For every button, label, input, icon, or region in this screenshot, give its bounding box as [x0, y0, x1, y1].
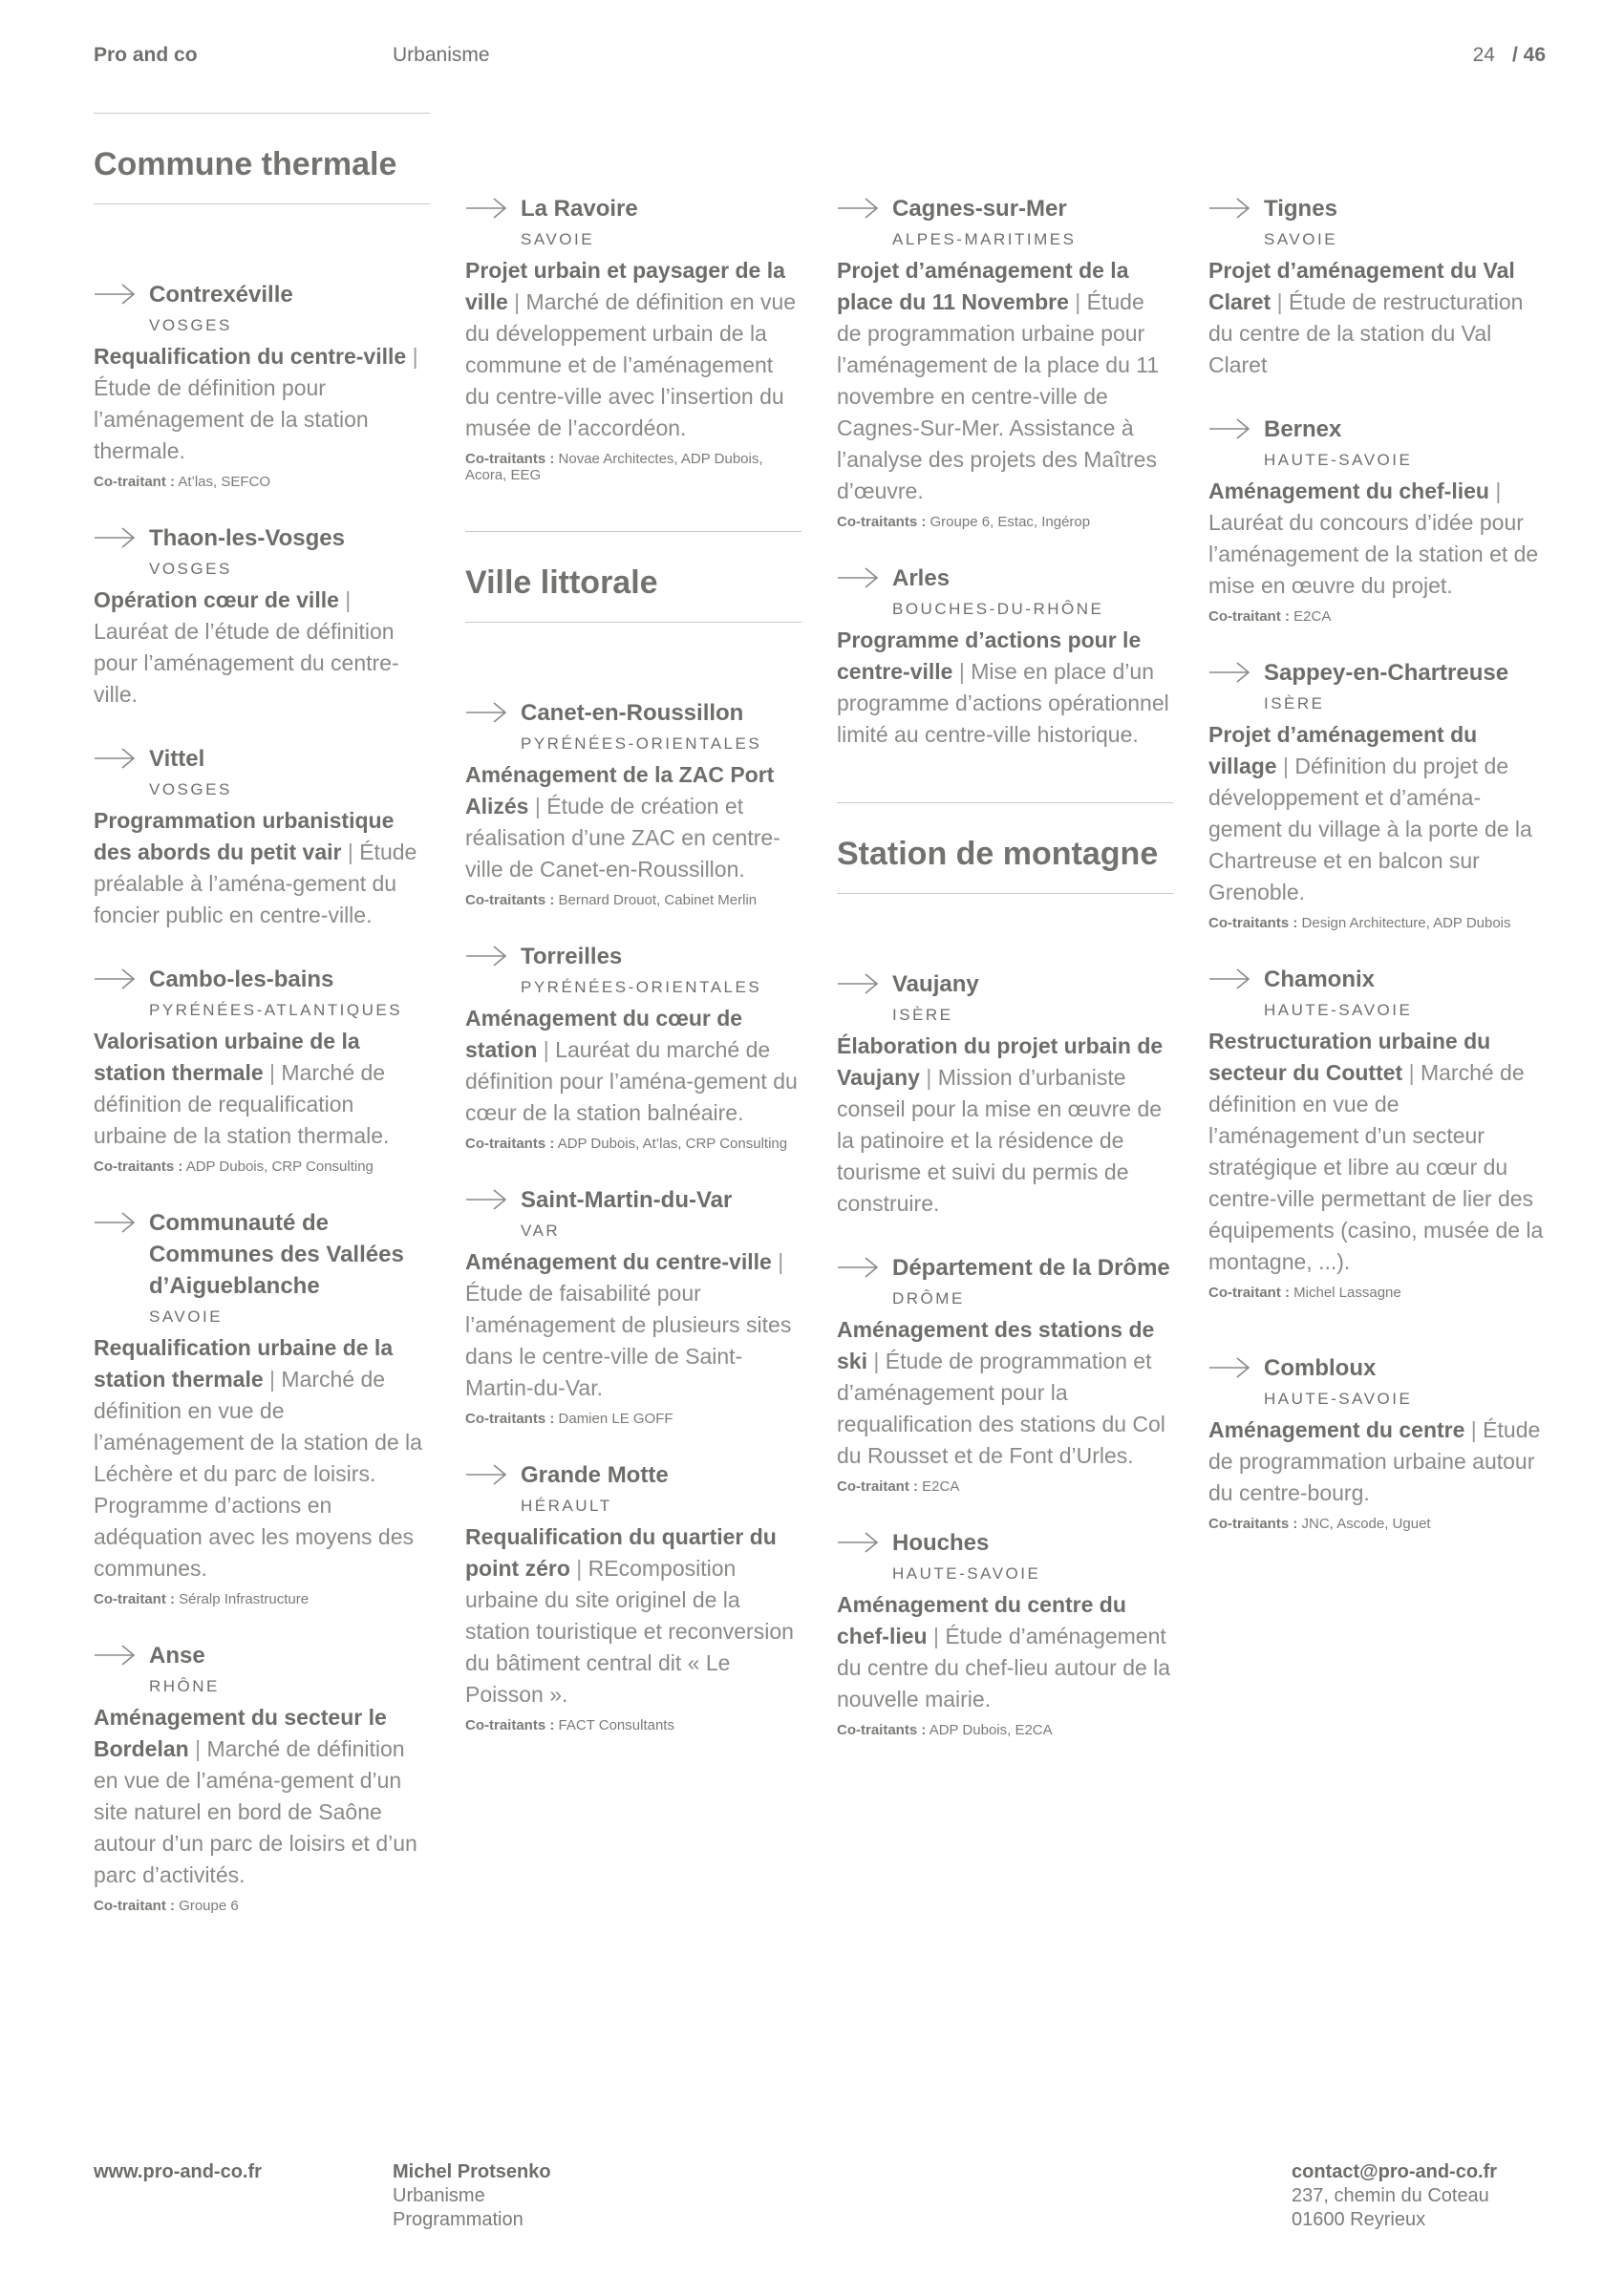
arrow-right-icon [837, 971, 879, 996]
arrow-right-icon [94, 1210, 136, 1235]
footer-address-line-1: 237, chemin du Coteau [1292, 2185, 1489, 2206]
separator-bar: | [1488, 478, 1502, 503]
project-title: Projet d’aménagement de la place du 11 Novembre [837, 258, 1129, 314]
co-contractors [465, 451, 801, 483]
arrow-right-icon [1208, 967, 1250, 991]
project-text: Lauréat du concours d’idée pour l’aménagement de la station et de mise en œuvre du projet. [1208, 510, 1539, 598]
region-label: VAR [521, 1222, 561, 1240]
project-entry [94, 279, 430, 490]
co-contractors-label: Co-traitants : [837, 514, 927, 530]
place-name: Sappey-en-Chartreuse [1264, 660, 1509, 686]
place-name: Grande Motte [521, 1462, 669, 1488]
region-label: PYRÉNÉES-ORIENTALES [521, 978, 762, 996]
project-title: Requalification du centre-ville [94, 344, 407, 369]
region-label: VOSGES [149, 780, 232, 798]
page-total: / 46 [1511, 44, 1546, 66]
arrow-right-icon [1208, 416, 1250, 441]
region-label: HÉRAULT [521, 1497, 612, 1515]
co-contractors-label: Co-traitant : [1208, 1285, 1290, 1301]
co-contractors-label: Co-traitants : [465, 1136, 555, 1152]
co-contractors-label: Co-traitant : [1208, 608, 1290, 625]
project-title: Programmation urbanistique des abords du petit vair [94, 808, 395, 864]
section-name: Urbanisme [393, 44, 490, 66]
project-description [94, 341, 430, 467]
footer-website-link[interactable]: www.pro-and-co.fr [94, 2161, 262, 2182]
project-entry [837, 1252, 1173, 1495]
place-name: Torreilles [521, 944, 623, 969]
project-entry [94, 743, 430, 931]
project-text: Étude de restructuration du centre de la station du Val Claret [1208, 289, 1524, 377]
project-description [1208, 255, 1545, 381]
project-text: Étude de programmation urbaine pour l’aménagement de la place du 11 novembre en centre-ville de Cagnes-Sur-Mer. Assistance à l’analyse des projets des Maîtres d’œuvre. [837, 289, 1160, 503]
entry-header [837, 968, 1173, 1000]
footer-email-link[interactable]: contact@pro-and-co.fr [1292, 2161, 1498, 2182]
project-description [837, 625, 1173, 751]
project-description [837, 1031, 1173, 1220]
place-name: Cagnes-sur-Mer [892, 196, 1067, 222]
entry-header [465, 1184, 801, 1216]
brand-name: Pro and co [94, 44, 198, 66]
project-text: Marché de définition en vue de l’aménagement d’un secteur stratégique et libre au cœur du centre-ville permettant de lier des équipements (casino, musée de la montagne, ...). [1208, 1060, 1544, 1274]
separator-bar: | [1402, 1060, 1421, 1085]
arrow-right-icon [465, 196, 507, 221]
project-description [465, 759, 801, 885]
section-title-commune-thermale: Commune thermale [94, 113, 430, 204]
place-name: Vaujany [892, 971, 979, 997]
region-label: VOSGES [149, 316, 232, 334]
place-name: Arles [892, 565, 951, 591]
project-entry [465, 1184, 801, 1427]
co-contractors [94, 474, 430, 490]
project-title: Aménagement de la ZAC Port Alizés [465, 762, 775, 818]
project-title: Opération cœur de ville [94, 587, 339, 612]
separator-bar: | [771, 1249, 784, 1274]
project-title: Projet urbain et paysager de la ville [465, 258, 785, 314]
project-description [1208, 1026, 1545, 1278]
project-title: Projet d’aménagement du Val Claret [1208, 258, 1515, 314]
co-contractors-names: ADP Dubois, E2CA [929, 1722, 1053, 1738]
co-contractors [837, 1478, 1173, 1495]
place-name: Saint-Martin-du-Var [521, 1187, 733, 1213]
project-text: Marché de définition en vue du développement urbain de la commune et de l’aménagement du centre-ville avec l’insertion du musée de l’accordéon. [465, 289, 797, 440]
project-title: Aménagement du centre-ville [465, 1249, 772, 1274]
project-text: Lauréat du marché de définition pour l’aména-gement du cœur de la station balnéaire. [465, 1037, 798, 1125]
column-2 [465, 113, 801, 1766]
project-description [94, 1702, 430, 1891]
project-text: Étude d’aménagement du centre du chef-lieu autour de la nouvelle mairie. [837, 1624, 1171, 1711]
entry-header [465, 941, 801, 972]
co-contractors-names: Design Architecture, ADP Dubois [1301, 915, 1511, 931]
project-title: Élaboration du projet urbain de Vaujany [837, 1033, 1164, 1090]
arrow-right-icon [837, 565, 879, 590]
co-contractors-names: E2CA [1293, 608, 1332, 625]
place-name: Canet-en-Roussillon [521, 700, 744, 726]
footer-role-1: Urbanisme [393, 2185, 485, 2206]
entry-header [94, 1207, 430, 1302]
project-description [837, 1589, 1173, 1715]
project-entry [1208, 1352, 1545, 1532]
place-name: Bernex [1264, 416, 1342, 442]
section-title-station-de-montagne: Station de montagne [837, 802, 1173, 894]
place-name: Houches [892, 1530, 990, 1556]
separator-bar: | [528, 794, 547, 818]
entry-header [465, 697, 801, 729]
arrow-right-icon [94, 967, 136, 991]
project-entry [1208, 414, 1545, 625]
column-3 [837, 113, 1173, 1771]
footer-address-block [1292, 2160, 1497, 2232]
co-contractors-names: JNC, Ascode, Uguet [1301, 1516, 1431, 1532]
page-indicator [1473, 44, 1546, 67]
co-contractors-label: Co-traitants : [1208, 915, 1298, 931]
project-title: Aménagement du centre du chef-lieu [837, 1592, 1126, 1648]
region-label: RHÔNE [149, 1677, 220, 1695]
co-contractors [94, 1591, 430, 1607]
place-name: Vittel [149, 746, 205, 772]
project-title: Valorisation urbaine de la station thermale [94, 1029, 360, 1085]
arrow-right-icon [837, 1530, 879, 1555]
project-entry [465, 1459, 801, 1733]
footer-website-block [94, 2160, 262, 2184]
arrow-right-icon [465, 1462, 507, 1487]
entry-header [1208, 193, 1545, 224]
separator-bar: | [338, 587, 352, 612]
entry-header [1208, 964, 1545, 995]
footer-name: Michel Protsenko [393, 2161, 551, 2182]
entry-header [1208, 1352, 1545, 1384]
co-contractors-names: At’las, SEFCO [178, 474, 271, 490]
co-contractors [1208, 1285, 1545, 1301]
separator-bar: | [927, 1624, 946, 1648]
arrow-right-icon [837, 196, 879, 221]
co-contractors [1208, 1516, 1545, 1532]
co-contractors [465, 1411, 801, 1427]
entry-header [465, 193, 801, 224]
project-entry [465, 941, 801, 1152]
co-contractors-label: Co-traitant : [94, 1898, 175, 1914]
arrow-right-icon [94, 1643, 136, 1668]
separator-bar: | [1068, 289, 1087, 314]
entry-header [465, 1459, 801, 1491]
project-description [837, 255, 1173, 507]
region-label: ISÈRE [892, 1006, 953, 1024]
project-entry [837, 193, 1173, 530]
separator-bar: | [406, 344, 418, 369]
place-name: Tignes [1264, 196, 1337, 222]
co-contractors [837, 514, 1173, 530]
entry-header [1208, 657, 1545, 689]
arrow-right-icon [94, 746, 136, 771]
co-contractors [465, 1717, 801, 1733]
region-label: ISÈRE [1264, 694, 1325, 712]
arrow-right-icon [465, 1187, 507, 1212]
project-text: Définition du projet de développement et d’aména-gement du village à la porte de la Chartreuse et en balcon sur Grenoble. [1208, 754, 1532, 904]
co-contractors-label: Co-traitants : [837, 1722, 927, 1738]
co-contractors [1208, 915, 1545, 931]
region-label: SAVOIE [1264, 230, 1338, 248]
region-label: ALPES-MARITIMES [892, 230, 1077, 248]
region-label: HAUTE-SAVOIE [1264, 451, 1413, 469]
separator-bar: | [1276, 754, 1295, 778]
place-name: La Ravoire [521, 196, 638, 222]
place-name: Cambo-les-bains [149, 967, 334, 992]
region-label: HAUTE-SAVOIE [1264, 1001, 1413, 1019]
project-text: Mise en place d’un programme d’actions opérationnel limité au centre-ville historique. [837, 659, 1169, 747]
project-entry [837, 1527, 1173, 1738]
project-entry [837, 563, 1173, 751]
footer-contact-person [393, 2160, 551, 2232]
co-contractors [1208, 608, 1545, 625]
section-title-ville-littorale: Ville littorale [465, 531, 801, 623]
project-text: Lauréat de l’étude de définition pour l’aménagement du centre-ville. [94, 619, 399, 707]
entry-header [1208, 414, 1545, 445]
entry-header [94, 1640, 430, 1671]
arrow-right-icon [1208, 1355, 1250, 1380]
project-description [465, 1003, 801, 1129]
project-description [94, 1332, 430, 1584]
co-contractors-label: Co-traitants : [94, 1159, 183, 1175]
entry-header [837, 1252, 1173, 1284]
project-title: Aménagement des stations de ski [837, 1317, 1155, 1373]
entry-header [837, 1527, 1173, 1559]
co-contractors-names: Novae Architectes, ADP Dubois, Acora, EEG [465, 451, 763, 483]
project-title: Restructuration urbaine du secteur du Couttet [1208, 1029, 1491, 1085]
co-contractors-label: Co-traitant : [94, 474, 175, 490]
separator-bar: | [1271, 289, 1289, 314]
separator-bar: | [952, 659, 972, 684]
co-contractors [465, 892, 801, 908]
co-contractors-names: Groupe 6, Estac, Ingérop [930, 514, 1091, 530]
co-contractors-label: Co-traitants : [1208, 1516, 1298, 1532]
project-text: Marché de définition en vue de l’aména-gement d’un site naturel en bord de Saône autour d’un parc de loisirs et d’un parc d’activités. [94, 1736, 417, 1887]
separator-bar: | [188, 1736, 207, 1761]
co-contractors-names: Séralp Infrastructure [179, 1591, 310, 1607]
project-description [94, 805, 430, 931]
co-contractors-label: Co-traitant : [94, 1591, 175, 1607]
region-label: VOSGES [149, 560, 232, 578]
place-name: Contrexéville [149, 282, 293, 308]
project-text: Étude de définition pour l’aménagement de la station thermale. [94, 375, 369, 463]
region-label: PYRÉNÉES-ORIENTALES [521, 734, 762, 753]
co-contractors [94, 1159, 430, 1175]
region-label: BOUCHES-DU-RHÔNE [892, 600, 1104, 618]
project-text: Étude de programmation urbaine autour du centre-bourg. [1208, 1417, 1541, 1505]
entry-header [94, 279, 430, 310]
separator-bar: | [263, 1060, 282, 1085]
project-entry [94, 964, 430, 1175]
arrow-right-icon [94, 525, 136, 550]
co-contractors-label: Co-traitants : [465, 1411, 555, 1427]
separator-bar: | [263, 1367, 282, 1392]
co-contractors-names: E2CA [922, 1478, 960, 1495]
co-contractors-names: Damien LE GOFF [558, 1411, 673, 1427]
co-contractors-label: Co-traitants : [465, 1717, 555, 1733]
separator-bar: | [507, 289, 526, 314]
project-title: Requalification du quartier du point zéro [465, 1524, 777, 1581]
project-title: Aménagement du chef-lieu [1208, 478, 1489, 503]
project-text: Marché de définition de requalification urbaine de la station thermale. [94, 1060, 390, 1148]
project-title: Aménagement du cœur de station [465, 1006, 743, 1062]
place-name: Chamonix [1264, 967, 1376, 992]
project-entry [1208, 193, 1545, 381]
column-1 [94, 113, 430, 1946]
page-number: 24 [1472, 44, 1495, 66]
co-contractors-label: Co-traitants : [465, 892, 555, 908]
project-entry [94, 1640, 430, 1914]
project-entry [465, 697, 801, 908]
arrow-right-icon [465, 944, 507, 968]
co-contractors [94, 1898, 430, 1914]
region-label: SAVOIE [521, 230, 595, 248]
arrow-right-icon [1208, 660, 1250, 685]
project-text: Étude de création et réalisation d’une ZAC en centre-ville de Canet-en-Roussillon. [465, 794, 780, 882]
project-entry [465, 193, 801, 483]
project-entry [1208, 964, 1545, 1301]
entry-header [837, 193, 1173, 224]
separator-bar: | [341, 840, 360, 864]
arrow-right-icon [837, 1255, 879, 1280]
co-contractors-label: Co-traitant : [837, 1478, 918, 1495]
project-description [837, 1314, 1173, 1472]
project-entry [94, 522, 430, 711]
project-title: Aménagement du centre [1208, 1417, 1465, 1442]
project-text: REcomposition urbaine du site originel de la station touristique et reconversion du bâtiment central dit « Le Poisson ». [465, 1556, 794, 1707]
project-text: Étude préalable à l’aména-gement du foncier public en centre-ville. [94, 840, 417, 927]
project-title: Projet d’aménagement du village [1208, 722, 1478, 778]
co-contractors-names: Groupe 6 [179, 1898, 239, 1914]
entry-header [837, 563, 1173, 594]
region-label: SAVOIE [149, 1307, 224, 1326]
project-title: Aménagement du secteur le Bordelan [94, 1705, 387, 1761]
project-description [94, 1026, 430, 1152]
separator-bar: | [569, 1556, 588, 1581]
place-name: Département de la Drôme [892, 1255, 1170, 1281]
region-label: DRÔME [892, 1289, 965, 1307]
co-contractors-names: FACT Consultants [558, 1717, 674, 1733]
place-name: Combloux [1264, 1355, 1377, 1381]
entry-header [94, 964, 430, 995]
co-contractors [837, 1722, 1173, 1738]
entry-header [94, 522, 430, 554]
project-text: Étude de programmation et d’aménagement pour la requalification des stations du Col du Rousset et de Font d’Urles. [837, 1349, 1165, 1468]
project-entry [837, 968, 1173, 1220]
place-name: Anse [149, 1643, 205, 1669]
project-text: Mission d’urbaniste conseil pour la mise en œuvre de la patinoire et la résidence de tourisme et suivi du permis de construire. [837, 1065, 1163, 1216]
project-description [1208, 1414, 1545, 1509]
footer-address-line-2: 01600 Reyrieux [1292, 2209, 1426, 2230]
project-description [1208, 476, 1545, 602]
separator-bar: | [1464, 1417, 1484, 1442]
project-text: Marché de définition en vue de l’aménagement de la station de la Léchère et du parc de loisirs. Programme d’actions en adéquation avec les moyens des communes. [94, 1367, 422, 1581]
region-label: HAUTE-SAVOIE [892, 1564, 1041, 1583]
region-label: PYRÉNÉES-ATLANTIQUES [149, 1001, 403, 1019]
project-description [465, 255, 801, 444]
arrow-right-icon [1208, 196, 1250, 221]
project-text: Étude de faisabilité pour l’aménagement de plusieurs sites dans le centre-ville de Saint-Martin-du-Var. [465, 1281, 792, 1400]
place-name: Thaon-les-Vosges [149, 525, 345, 551]
arrow-right-icon [94, 282, 136, 307]
co-contractors [465, 1136, 801, 1152]
separator-bar: | [537, 1037, 556, 1062]
co-contractors-names: Michel Lassagne [1293, 1285, 1401, 1301]
place-name: Communauté de Communes des Vallées d’Aigueblanche [149, 1210, 404, 1299]
project-description [1208, 719, 1545, 908]
project-description [465, 1246, 801, 1404]
project-description [465, 1521, 801, 1711]
co-contractors-label: Co-traitants : [465, 451, 555, 467]
arrow-right-icon [465, 700, 507, 725]
separator-bar: | [866, 1349, 886, 1373]
co-contractors-names: ADP Dubois, CRP Consulting [185, 1159, 374, 1175]
project-entry [1208, 657, 1545, 931]
project-title: Programme d’actions pour le centre-ville [837, 627, 1142, 684]
project-entry [94, 1207, 430, 1607]
column-4 [1208, 113, 1545, 1564]
project-title: Requalification urbaine de la station thermale [94, 1335, 394, 1392]
entry-header [94, 743, 430, 775]
footer-role-2: Programmation [393, 2209, 524, 2230]
separator-bar: | [919, 1065, 938, 1090]
co-contractors-names: Bernard Drouot, Cabinet Merlin [558, 892, 758, 908]
co-contractors-names: ADP Dubois, At’las, CRP Consulting [557, 1136, 788, 1152]
project-description [94, 585, 430, 711]
region-label: HAUTE-SAVOIE [1264, 1390, 1413, 1408]
